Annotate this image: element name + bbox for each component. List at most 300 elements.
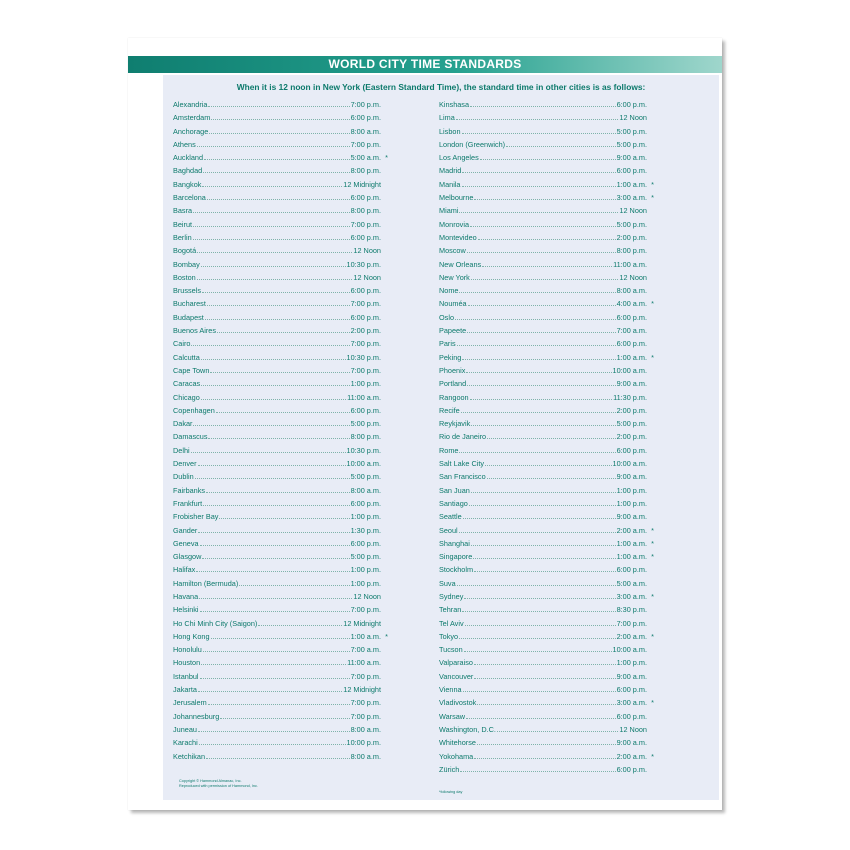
city-name: Chicago	[173, 392, 200, 402]
city-time: 8:00 p.m.	[350, 432, 381, 442]
dot-leader	[199, 593, 352, 599]
city-row	[173, 685, 388, 698]
city-name: Monrovia	[439, 219, 470, 229]
dot-leader	[207, 194, 350, 200]
city-time: 10:30 p.m.	[346, 259, 381, 269]
city-time: 5:00 a.m.	[350, 153, 381, 163]
city-row	[173, 499, 388, 512]
city-row	[173, 459, 388, 472]
city-time: 9:00 a.m.	[616, 379, 647, 389]
city-time: 2:00 p.m.	[616, 432, 647, 442]
city-time: 9:00 a.m.	[616, 153, 647, 163]
dot-leader	[201, 659, 346, 665]
city-name: Bogotá	[173, 246, 197, 256]
city-row	[173, 127, 388, 140]
city-name: Istanbul	[173, 671, 199, 681]
city-name: Washington, D.C.	[439, 724, 496, 734]
city-row	[439, 193, 654, 206]
city-row	[439, 605, 654, 618]
dot-leader	[208, 101, 349, 107]
city-row	[439, 326, 654, 339]
dot-leader	[462, 606, 615, 612]
city-row	[173, 592, 388, 605]
dot-leader	[206, 753, 350, 759]
city-name: Rome	[439, 445, 459, 455]
city-row	[173, 512, 388, 525]
dot-leader	[470, 101, 616, 107]
city-time: 8:30 p.m.	[616, 605, 647, 615]
dot-leader	[474, 673, 615, 679]
following-day-mark: *	[651, 698, 654, 708]
following-day-mark: *	[651, 631, 654, 641]
city-row	[173, 339, 388, 352]
dot-leader	[220, 713, 349, 719]
city-row	[173, 605, 388, 618]
dot-leader	[195, 473, 350, 479]
city-row	[439, 712, 654, 725]
city-time: 2:00 p.m.	[350, 326, 381, 336]
city-name: Manila	[439, 179, 461, 189]
city-time: 12 Midnight	[343, 685, 381, 695]
city-row	[439, 658, 654, 671]
city-name: Tokyo	[439, 631, 459, 641]
city-time: 12 Noon	[353, 591, 381, 601]
city-name: Gander	[173, 525, 198, 535]
city-row	[439, 552, 654, 565]
dot-leader	[462, 128, 616, 134]
city-time: 2:00 p.m.	[616, 405, 647, 415]
city-name: Frankfurt	[173, 498, 203, 508]
city-time: 7:00 p.m.	[350, 605, 381, 615]
city-row	[173, 153, 388, 166]
footnote: *following day	[439, 790, 463, 794]
city-row	[439, 738, 654, 751]
dot-leader	[209, 128, 349, 134]
city-time: 7:00 p.m.	[350, 365, 381, 375]
city-name: Portland	[439, 379, 467, 389]
city-time: 10:00 a.m.	[612, 459, 647, 469]
city-row	[173, 539, 388, 552]
page-title: WORLD CITY TIME STANDARDS	[328, 57, 522, 71]
city-row	[173, 166, 388, 179]
city-time: 11:00 a.m.	[613, 259, 647, 269]
dot-leader	[465, 620, 616, 626]
city-row	[439, 765, 654, 778]
city-name: Beirut	[173, 219, 193, 229]
city-name: Houston	[173, 658, 201, 668]
city-name: Calcutta	[173, 352, 200, 362]
city-name: Ketchikan	[173, 751, 206, 761]
dot-leader	[466, 713, 615, 719]
following-day-mark: *	[651, 193, 654, 203]
city-row	[439, 565, 654, 578]
dot-leader	[459, 527, 616, 533]
dot-leader	[198, 686, 342, 692]
city-name: Lisbon	[439, 126, 461, 136]
city-time: 2:00 a.m.	[616, 751, 647, 761]
city-time: 1:00 p.m.	[350, 578, 381, 588]
dot-leader	[462, 354, 615, 360]
city-time: 1:00 p.m.	[350, 565, 381, 575]
city-row	[173, 446, 388, 459]
city-row	[439, 725, 654, 738]
city-row	[439, 672, 654, 685]
city-name: Cape Town	[173, 365, 210, 375]
city-name: Basra	[173, 206, 193, 216]
city-name: Miami	[439, 206, 459, 216]
city-row	[173, 658, 388, 671]
city-time: 7:00 p.m.	[350, 219, 381, 229]
dot-leader	[193, 234, 350, 240]
city-row	[173, 180, 388, 193]
city-time: 6:00 p.m.	[616, 565, 647, 575]
city-name: Rangoon	[439, 392, 469, 402]
city-time: 12 Noon	[619, 206, 647, 216]
dot-leader	[198, 527, 349, 533]
dot-leader	[200, 673, 350, 679]
city-row	[173, 752, 388, 765]
dot-leader	[467, 247, 616, 253]
dot-leader	[459, 447, 615, 453]
city-time: 12 Noon	[353, 272, 381, 282]
city-row	[439, 539, 654, 552]
city-row	[439, 273, 654, 286]
dot-leader	[201, 394, 346, 400]
city-name: Budapest	[173, 312, 204, 322]
city-row	[439, 579, 654, 592]
dot-leader	[470, 221, 616, 227]
city-row	[439, 698, 654, 711]
dot-leader	[202, 553, 349, 559]
copyright-line-1: Copyright © Hammond Almanac, Inc.	[179, 779, 242, 783]
city-name: Amsterdam	[173, 113, 211, 123]
city-row	[173, 738, 388, 751]
city-name: Kinshasa	[439, 100, 470, 109]
city-time: 7:00 a.m.	[616, 326, 647, 336]
city-time: 5:00 p.m.	[350, 552, 381, 562]
dot-leader	[477, 739, 616, 745]
city-time: 1:00 p.m.	[616, 498, 647, 508]
city-time: 7:00 p.m.	[350, 671, 381, 681]
dot-leader	[455, 314, 616, 320]
city-row	[173, 565, 388, 578]
city-time: 10:30 p.m.	[346, 352, 381, 362]
city-row	[439, 419, 654, 432]
city-time: 12 Noon	[619, 113, 647, 123]
city-row	[439, 645, 654, 658]
city-row	[439, 752, 654, 765]
city-time: 8:00 a.m.	[350, 724, 381, 734]
copyright-note	[179, 779, 258, 789]
city-row	[439, 246, 654, 259]
city-row	[173, 193, 388, 206]
city-time: 10:00 a.m.	[612, 645, 647, 655]
city-name: New York	[439, 272, 470, 282]
city-name: Delhi	[173, 445, 190, 455]
city-name: Athens	[173, 139, 196, 149]
city-name: Hamilton (Bermuda)	[173, 578, 239, 588]
city-row	[173, 645, 388, 658]
city-row	[173, 233, 388, 246]
dot-leader	[487, 433, 616, 439]
dot-leader	[471, 274, 619, 280]
following-day-mark: *	[385, 153, 388, 163]
city-name: Zürich	[439, 764, 460, 774]
city-time: 6:00 p.m.	[350, 232, 381, 242]
city-row	[173, 206, 388, 219]
city-time: 3:00 a.m.	[616, 698, 647, 708]
city-row	[173, 326, 388, 339]
dot-leader	[191, 447, 346, 453]
dot-leader	[207, 300, 350, 306]
city-row	[439, 339, 654, 352]
city-row	[439, 127, 654, 140]
city-name: Stockholm	[439, 565, 474, 575]
city-list-right	[439, 100, 654, 778]
city-row	[173, 260, 388, 273]
city-name: Dublin	[173, 472, 194, 482]
city-name: Singapore	[439, 552, 473, 562]
city-name: Salt Lake City	[439, 459, 485, 469]
following-day-mark: *	[651, 525, 654, 535]
dot-leader	[208, 433, 349, 439]
dot-leader	[459, 633, 616, 639]
dot-leader	[459, 207, 618, 213]
city-time: 7:00 p.m.	[350, 339, 381, 349]
city-name: Cairo	[173, 339, 191, 349]
city-time: 11:00 a.m.	[347, 392, 381, 402]
dot-leader	[202, 181, 342, 187]
city-time: 6:00 p.m.	[616, 100, 647, 109]
dot-leader	[203, 167, 349, 173]
dot-leader	[197, 247, 352, 253]
city-time: 1:00 a.m.	[616, 352, 647, 362]
city-time: 9:00 a.m.	[616, 738, 647, 748]
city-name: Jerusalem	[173, 698, 207, 708]
city-time: 5:00 p.m.	[616, 419, 647, 429]
city-name: Seoul	[439, 525, 458, 535]
city-name: Jakarta	[173, 685, 197, 695]
city-time: 6:00 p.m.	[616, 711, 647, 721]
city-name: Fairbanks	[173, 485, 206, 495]
city-time: 7:00 a.m.	[350, 645, 381, 655]
city-name: Lima	[439, 113, 455, 123]
city-row	[173, 366, 388, 379]
city-time: 5:00 p.m.	[350, 419, 381, 429]
city-row	[439, 233, 654, 246]
city-time: 8:00 a.m.	[350, 126, 381, 136]
city-name: Peking	[439, 352, 462, 362]
dot-leader	[477, 699, 615, 705]
dot-leader	[206, 487, 350, 493]
city-row	[439, 100, 654, 113]
city-name: Warsaw	[439, 711, 466, 721]
city-time: 1:30 p.m.	[350, 525, 381, 535]
dot-leader	[468, 300, 616, 306]
city-row	[439, 432, 654, 445]
dot-leader	[200, 606, 350, 612]
city-time: 6:00 p.m.	[616, 312, 647, 322]
city-row	[439, 632, 654, 645]
dot-leader	[474, 659, 616, 665]
city-name: Bangkok	[173, 179, 202, 189]
dot-leader	[456, 114, 619, 120]
city-name: Vancouver	[439, 671, 474, 681]
dot-leader	[470, 394, 612, 400]
city-time: 12 Noon	[619, 724, 647, 734]
city-time: 9:00 a.m.	[616, 472, 647, 482]
following-day-mark: *	[651, 299, 654, 309]
city-row	[173, 273, 388, 286]
dot-leader	[471, 420, 615, 426]
city-time: 8:00 p.m.	[350, 166, 381, 176]
city-time: 1:00 p.m.	[616, 485, 647, 495]
dot-leader	[197, 274, 353, 280]
dot-leader	[467, 380, 615, 386]
following-day-mark: *	[385, 631, 388, 641]
city-row	[173, 552, 388, 565]
city-row	[439, 406, 654, 419]
city-name: Seattle	[439, 512, 462, 522]
city-row	[439, 499, 654, 512]
city-row	[439, 313, 654, 326]
city-time: 8:00 a.m.	[350, 485, 381, 495]
city-row	[173, 432, 388, 445]
city-name: Paris	[439, 339, 456, 349]
city-time: 11:30 p.m.	[613, 392, 647, 402]
city-name: Alexandria	[173, 100, 208, 109]
city-time: 12 Noon	[619, 272, 647, 282]
city-time: 4:00 a.m.	[616, 299, 647, 309]
dot-leader	[460, 766, 615, 772]
city-name: Buenos Aires	[173, 326, 216, 336]
city-row	[173, 712, 388, 725]
city-time: 6:00 p.m.	[616, 166, 647, 176]
city-name: Papeete	[439, 326, 467, 336]
dot-leader	[203, 500, 349, 506]
city-name: New Orleans	[439, 259, 482, 269]
title-banner	[128, 56, 722, 73]
city-name: Hong Kong	[173, 631, 210, 641]
city-row	[439, 140, 654, 153]
dot-leader	[200, 540, 350, 546]
city-row	[173, 725, 388, 738]
city-time: 12 Midnight	[343, 618, 381, 628]
dot-leader	[461, 407, 616, 413]
dot-leader	[487, 473, 616, 479]
city-time: 6:00 p.m.	[350, 312, 381, 322]
dot-leader	[198, 726, 350, 732]
city-time: 5:00 p.m.	[616, 126, 647, 136]
city-time: 8:00 p.m.	[616, 246, 647, 256]
city-list-left	[173, 100, 388, 765]
city-name: Ho Chi Minh City (Saigon)	[173, 618, 258, 628]
city-time: 3:00 a.m.	[616, 591, 647, 601]
city-row	[173, 406, 388, 419]
city-row	[439, 592, 654, 605]
city-name: Dakar	[173, 419, 193, 429]
city-row	[173, 619, 388, 632]
city-name: Montevideo	[439, 232, 477, 242]
city-name: Geneva	[173, 538, 199, 548]
city-time: 6:00 p.m.	[350, 405, 381, 415]
dot-leader	[471, 487, 616, 493]
city-row	[439, 512, 654, 525]
dot-leader	[464, 593, 615, 599]
city-time: 5:00 a.m.	[616, 578, 647, 588]
dot-leader	[208, 699, 350, 705]
city-time: 1:00 a.m.	[616, 552, 647, 562]
copyright-line-2: Reproduced with permission of Hammond, Inc.	[179, 784, 258, 788]
city-time: 3:00 a.m.	[616, 193, 647, 203]
following-day-mark: *	[651, 179, 654, 189]
city-row	[173, 140, 388, 153]
city-row	[439, 353, 654, 366]
dot-leader	[506, 141, 615, 147]
city-name: Havana	[173, 591, 199, 601]
city-row	[439, 685, 654, 698]
city-name: Nouméa	[439, 299, 467, 309]
city-name: Moscow	[439, 246, 466, 256]
city-row	[439, 166, 654, 179]
city-time: 11:00 a.m.	[347, 658, 381, 668]
city-time: 5:00 p.m.	[616, 219, 647, 229]
city-row	[173, 486, 388, 499]
dot-leader	[219, 513, 349, 519]
city-time: 1:00 a.m.	[350, 631, 381, 641]
city-row	[173, 220, 388, 233]
city-time: 7:00 p.m.	[350, 139, 381, 149]
dot-leader	[216, 407, 350, 413]
dot-leader	[210, 367, 349, 373]
dot-leader	[211, 633, 350, 639]
city-name: Brussels	[173, 286, 201, 296]
city-name: Nome	[439, 286, 459, 296]
city-row	[173, 313, 388, 326]
city-row	[439, 486, 654, 499]
following-day-mark: *	[651, 591, 654, 601]
city-time: 5:00 p.m.	[616, 139, 647, 149]
following-day-mark: *	[651, 538, 654, 548]
city-name: Whitehorse	[439, 738, 476, 748]
following-day-mark: *	[651, 552, 654, 562]
city-row	[173, 672, 388, 685]
city-time: 6:00 p.m.	[350, 498, 381, 508]
city-name: Phoenix	[439, 365, 466, 375]
city-name: Denver	[173, 459, 197, 469]
dot-leader	[457, 340, 616, 346]
city-name: Glasgow	[173, 552, 202, 562]
city-row	[173, 419, 388, 432]
city-row	[439, 260, 654, 273]
city-time: 6:00 p.m.	[350, 113, 381, 123]
city-name: Copenhagen	[173, 405, 215, 415]
city-row	[439, 299, 654, 312]
city-time: 8:00 p.m.	[350, 206, 381, 216]
city-name: Bucharest	[173, 299, 206, 309]
city-name: Caracas	[173, 379, 201, 389]
city-name: Johannesburg	[173, 711, 220, 721]
city-name: Anchorage	[173, 126, 209, 136]
dot-leader	[193, 221, 350, 227]
city-name: Reykjavik	[439, 419, 471, 429]
city-row	[173, 472, 388, 485]
city-name: Honolulu	[173, 645, 202, 655]
dot-leader	[462, 181, 616, 187]
dot-leader	[462, 167, 615, 173]
city-time: 7:00 p.m.	[350, 711, 381, 721]
city-row	[173, 393, 388, 406]
